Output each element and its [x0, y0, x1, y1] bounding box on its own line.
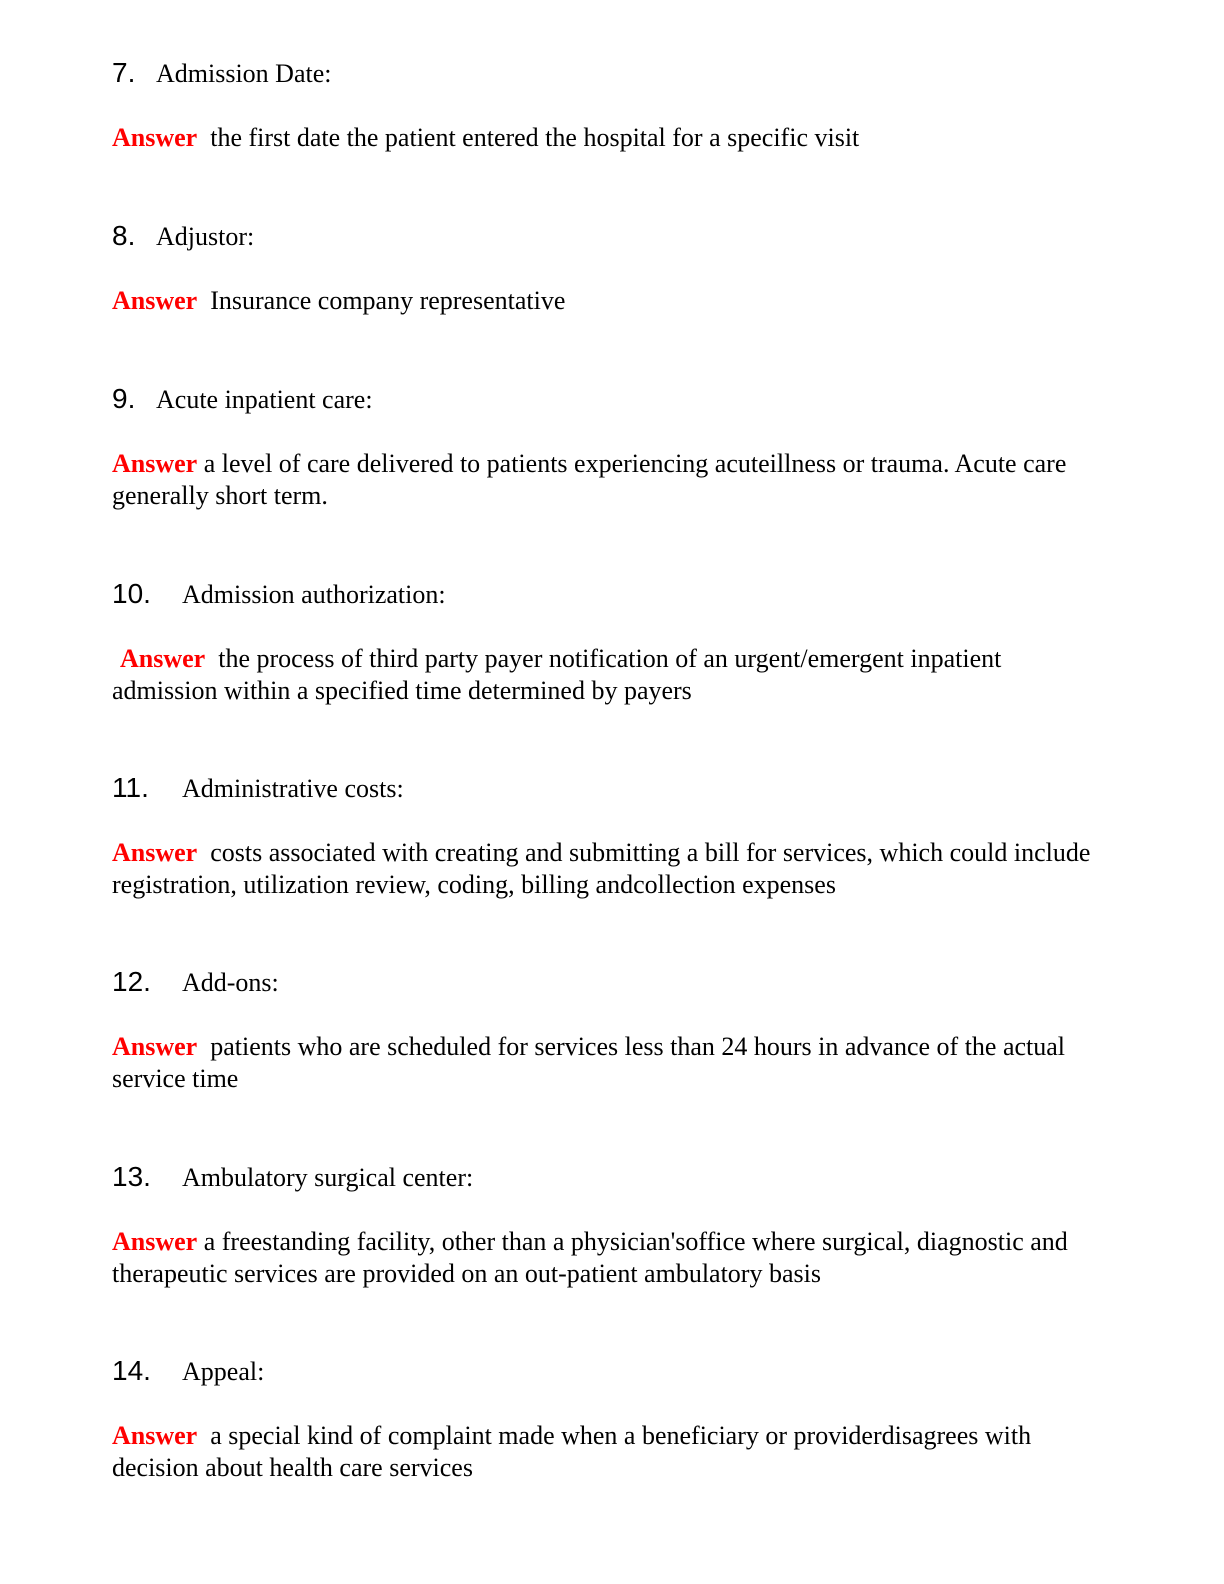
question-number: 13.: [112, 1161, 151, 1192]
question-term: Appeal:: [182, 1357, 265, 1386]
answer-text: a freestanding facility, other than a physician'soffice where surgical, diagnostic and therapeutic services are provided on an out-patient ambulatory basis: [112, 1227, 1068, 1288]
question-number: 7.: [112, 57, 136, 88]
answer-text: the process of third party payer notification of an urgent/emergent inpatient admission within a specified time determined by payers: [112, 644, 1002, 705]
qa-item: [112, 384, 1112, 512]
answer-label: Answer: [112, 1032, 198, 1061]
question: [112, 1162, 1112, 1193]
answer: [112, 1031, 1112, 1095]
question: [112, 384, 1112, 415]
answer-text: a level of care delivered to patients experiencing acuteillness or trauma. Acute care generally short term.: [112, 449, 1067, 510]
question-number: 12.: [112, 966, 151, 997]
qa-item: [112, 1162, 1112, 1290]
question: [112, 221, 1112, 252]
question: [112, 967, 1112, 998]
question-term: Administrative costs:: [182, 774, 404, 803]
question-term: Admission Date:: [156, 59, 332, 88]
question-number: 14.: [112, 1355, 151, 1386]
answer: [112, 1226, 1112, 1290]
answer: [112, 1420, 1112, 1484]
question: [112, 579, 1112, 610]
question-number: 9.: [112, 383, 136, 414]
answer-label: Answer: [112, 1421, 198, 1450]
question-term: Acute inpatient care:: [156, 385, 373, 414]
answer-text: Insurance company representative: [210, 286, 566, 315]
answer-text: a special kind of complaint made when a beneficiary or providerdisagrees with decision about health care services: [112, 1421, 1032, 1482]
answer-text: patients who are scheduled for services less than 24 hours in advance of the actual service time: [112, 1032, 1066, 1093]
answer-label: Answer: [112, 286, 198, 315]
answer-label: Answer: [112, 449, 198, 478]
answer-label: Answer: [112, 1227, 198, 1256]
question: [112, 773, 1112, 804]
qa-item: [112, 773, 1112, 901]
question-number: 11.: [112, 772, 149, 803]
question-term: Add-ons:: [182, 968, 279, 997]
answer: [112, 448, 1112, 512]
answer: [112, 122, 1112, 154]
question: [112, 1356, 1112, 1387]
question-term: Admission authorization:: [182, 580, 446, 609]
answer-text: the first date the patient entered the hospital for a specific visit: [210, 123, 860, 152]
question: [112, 58, 1112, 89]
answer: [112, 285, 1112, 317]
qa-item: [112, 221, 1112, 317]
question-number: 8.: [112, 220, 136, 251]
qa-item: [112, 1356, 1112, 1484]
qa-item: [112, 967, 1112, 1095]
answer-label: Answer: [112, 838, 198, 867]
answer-label: Answer: [112, 123, 198, 152]
answer-label: Answer: [120, 644, 206, 673]
answer: [112, 643, 1112, 707]
question-term: Adjustor:: [156, 222, 255, 251]
qa-item: [112, 58, 1112, 154]
question-term: Ambulatory surgical center:: [182, 1163, 474, 1192]
qa-item: [112, 579, 1112, 707]
question-number: 10.: [112, 578, 151, 609]
answer-text: costs associated with creating and submitting a bill for services, which could include registration, utilization review, coding, billing andcollection expenses: [112, 838, 1091, 899]
answer: [112, 837, 1112, 901]
